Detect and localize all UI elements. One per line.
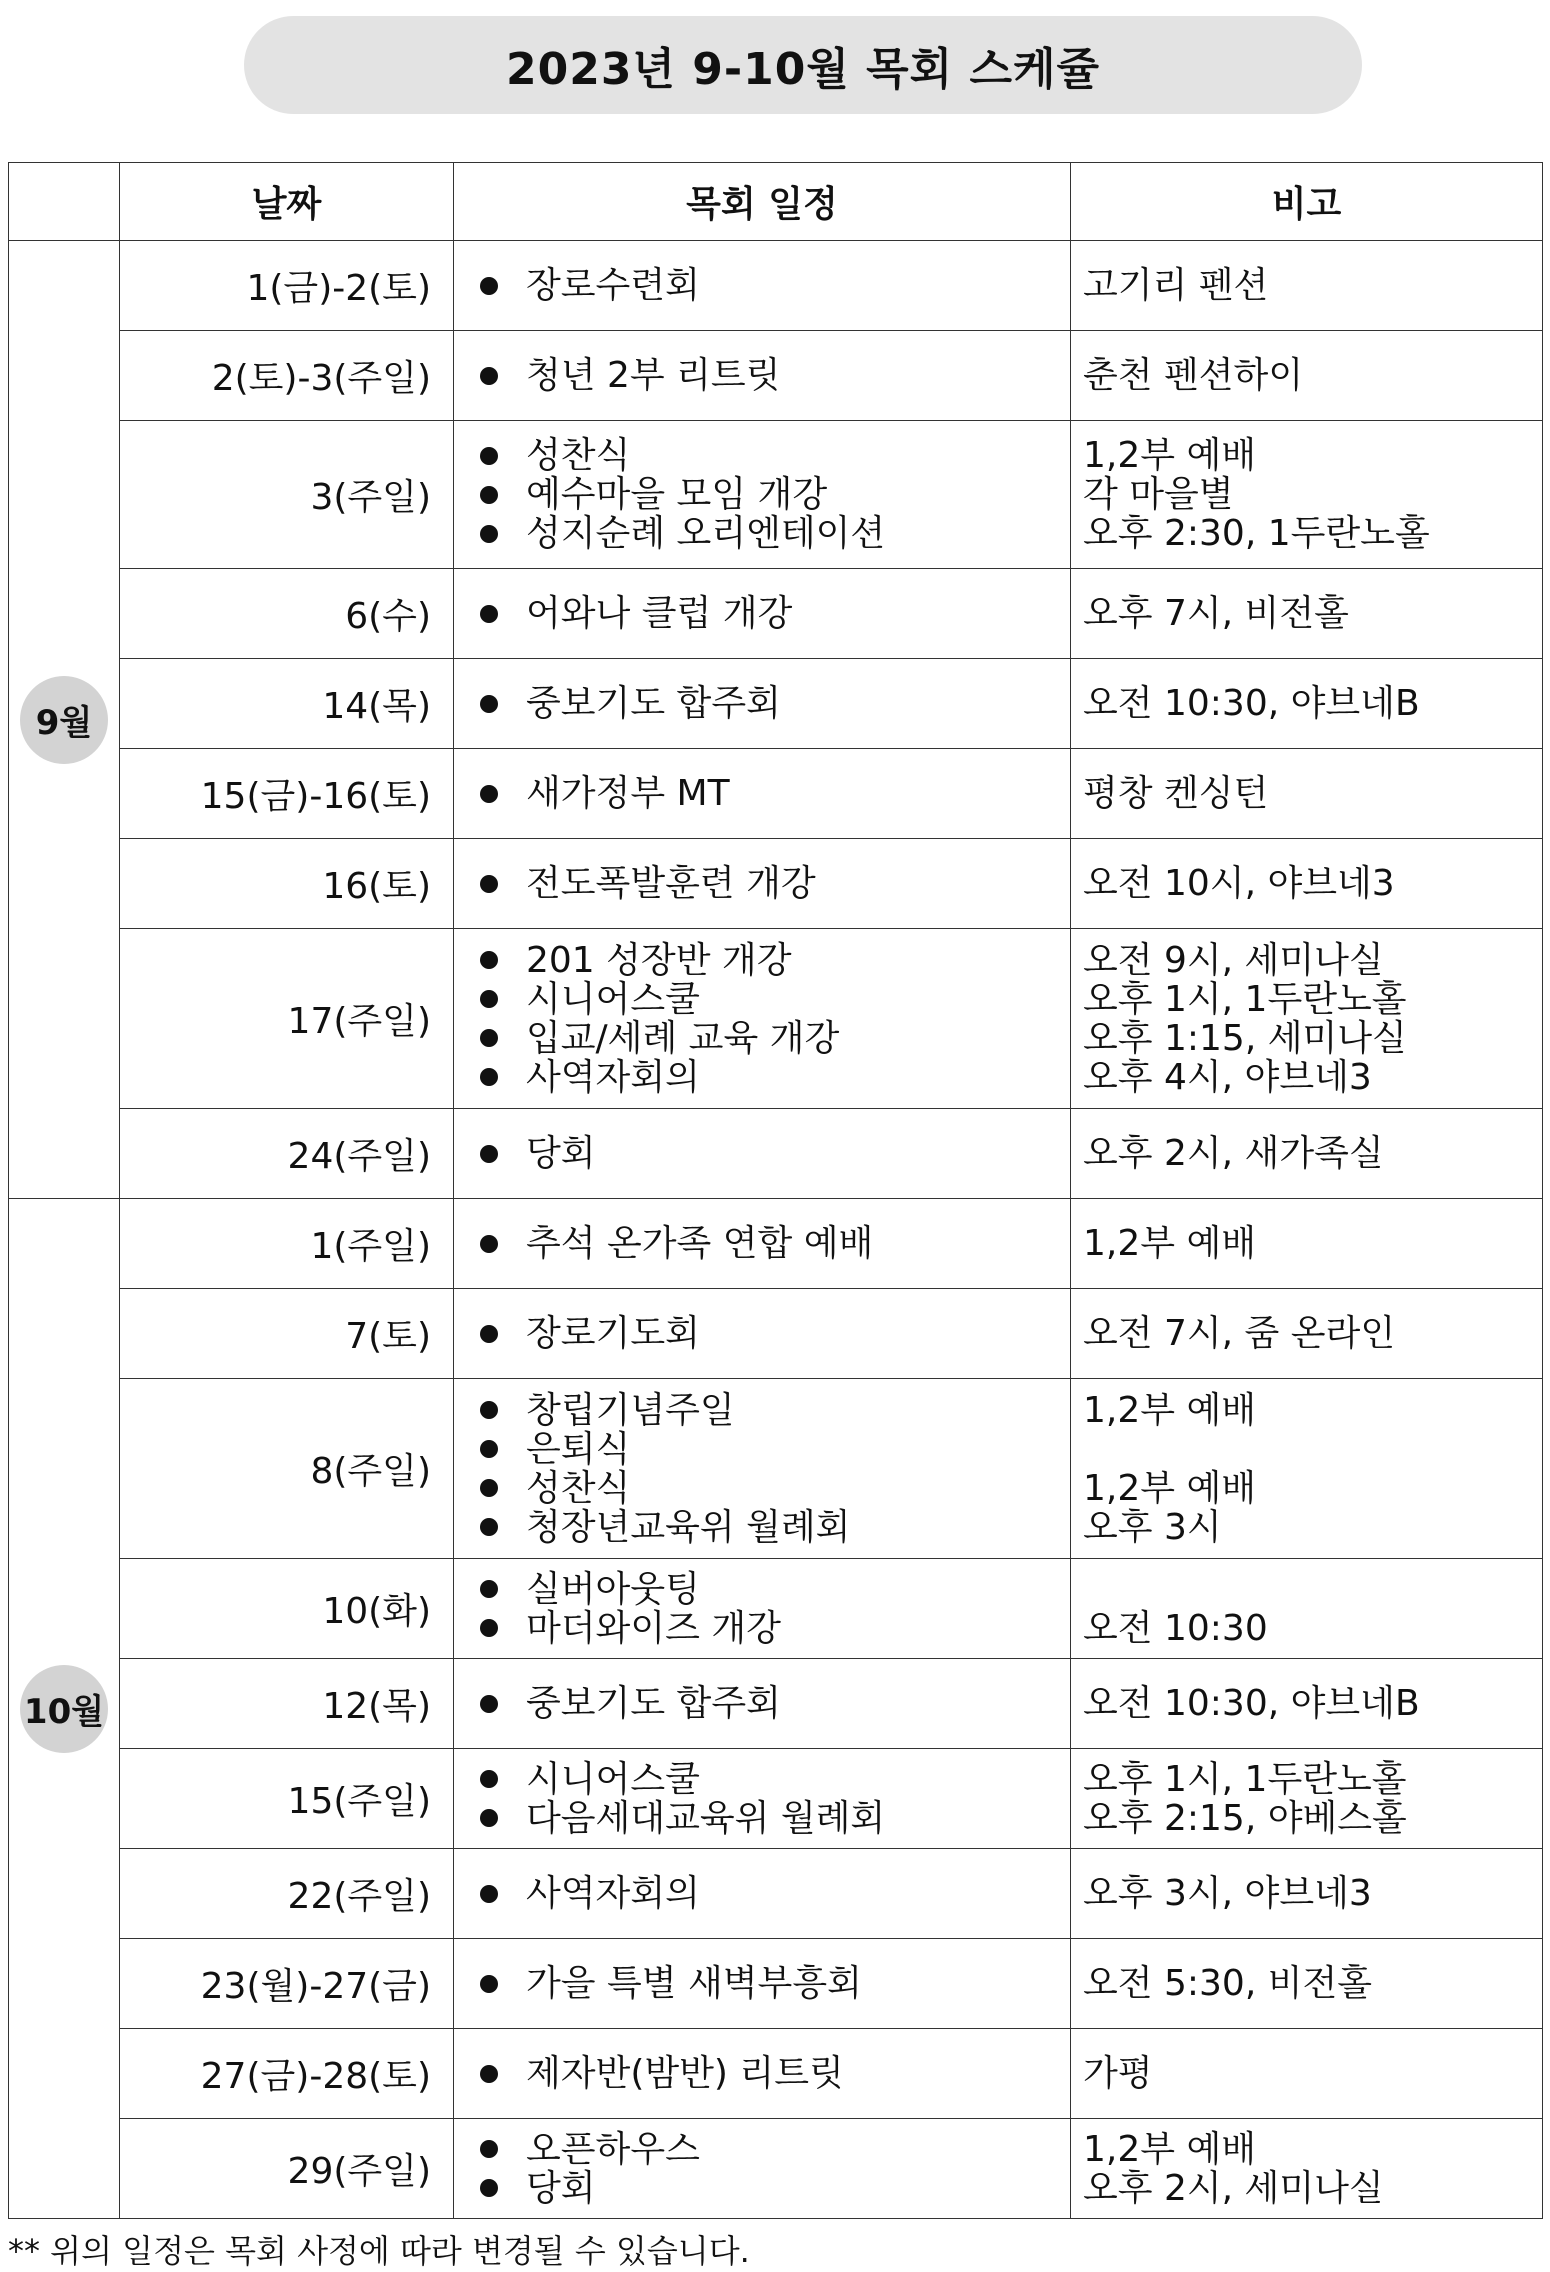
event-text: 오픈하우스 bbox=[526, 2128, 700, 2170]
table-row bbox=[9, 421, 1543, 569]
month-badge: 9월 bbox=[20, 676, 108, 764]
date-cell: 17(주일) bbox=[120, 929, 454, 1109]
table-row bbox=[9, 929, 1543, 1109]
event-item bbox=[480, 1874, 1070, 1913]
notes-cell bbox=[1071, 2119, 1543, 2219]
date-cell: 14(목) bbox=[120, 659, 454, 749]
note-line: 가평 bbox=[1083, 2053, 1153, 2094]
event-item bbox=[480, 1799, 1070, 1838]
notes-cell bbox=[1071, 421, 1543, 569]
event-item bbox=[480, 980, 1070, 1019]
note-line: 오후 2시, 세미나실 bbox=[1083, 2167, 1384, 2209]
bullet-icon bbox=[480, 1029, 498, 1047]
notes-cell bbox=[1071, 1749, 1543, 1849]
date-cell: 6(수) bbox=[120, 569, 454, 659]
notes-cell bbox=[1071, 839, 1543, 929]
events-cell bbox=[454, 659, 1071, 749]
events-cell bbox=[454, 1379, 1071, 1559]
notes-cell bbox=[1071, 659, 1543, 749]
bullet-icon bbox=[480, 1975, 498, 1993]
events-cell bbox=[454, 1849, 1071, 1939]
event-item bbox=[480, 436, 1070, 475]
date-cell: 29(주일) bbox=[120, 2119, 454, 2219]
bullet-icon bbox=[480, 1695, 498, 1713]
event-text: 성찬식 bbox=[526, 435, 631, 476]
bullet-icon bbox=[480, 1518, 498, 1536]
event-text: 성찬식 bbox=[526, 1467, 631, 1509]
event-text: 어와나 클럽 개강 bbox=[526, 593, 793, 634]
notes-cell bbox=[1071, 1199, 1543, 1289]
table-row bbox=[9, 1939, 1543, 2029]
bullet-icon bbox=[480, 447, 498, 465]
date-cell: 22(주일) bbox=[120, 1849, 454, 1939]
event-text: 마더와이즈 개강 bbox=[526, 1607, 781, 1649]
notes-cell bbox=[1071, 241, 1543, 331]
event-text: 예수마을 모임 개강 bbox=[526, 474, 828, 515]
bullet-icon bbox=[480, 1440, 498, 1458]
notes-cell bbox=[1071, 749, 1543, 839]
table-row bbox=[9, 569, 1543, 659]
table-row bbox=[9, 1109, 1543, 1199]
page-title: 2023년 9-10월 목회 스케쥴 bbox=[244, 16, 1362, 114]
date-cell: 10(화) bbox=[120, 1559, 454, 1659]
date-cell: 12(목) bbox=[120, 1659, 454, 1749]
note-line bbox=[1083, 1570, 1542, 1609]
date-cell: 3(주일) bbox=[120, 421, 454, 569]
bullet-icon bbox=[480, 486, 498, 504]
note-line: 1,2부 예배 bbox=[1083, 1389, 1257, 1431]
event-item bbox=[480, 1469, 1070, 1508]
date-cell: 1(주일) bbox=[120, 1199, 454, 1289]
events-cell bbox=[454, 241, 1071, 331]
bullet-icon bbox=[480, 1770, 498, 1788]
events-cell bbox=[454, 1289, 1071, 1379]
table-row bbox=[9, 839, 1543, 929]
event-text: 사역자회의 bbox=[526, 1873, 700, 1914]
event-item bbox=[480, 684, 1070, 723]
notes-cell bbox=[1071, 1559, 1543, 1659]
schedule-table bbox=[8, 162, 1543, 2219]
bullet-icon bbox=[480, 277, 498, 295]
bullet-icon bbox=[480, 1325, 498, 1343]
note-line: 오전 9시, 세미나실 bbox=[1083, 939, 1384, 981]
table-row bbox=[9, 1559, 1543, 1659]
notes-cell bbox=[1071, 1289, 1543, 1379]
note-line: 1,2부 예배 bbox=[1083, 435, 1257, 476]
table-row bbox=[9, 1849, 1543, 1939]
table-row bbox=[9, 1379, 1543, 1559]
event-item bbox=[480, 2169, 1070, 2208]
date-cell: 8(주일) bbox=[120, 1379, 454, 1559]
event-item bbox=[480, 774, 1070, 813]
note-line: 오후 7시, 비전홀 bbox=[1083, 593, 1349, 634]
bullet-icon bbox=[480, 2140, 498, 2158]
note-line: 1,2부 예배 bbox=[1083, 1223, 1257, 1264]
event-item bbox=[480, 266, 1070, 305]
bullet-icon bbox=[480, 1145, 498, 1163]
event-item bbox=[480, 1134, 1070, 1173]
events-cell bbox=[454, 929, 1071, 1109]
note-line: 춘천 펜션하이 bbox=[1083, 355, 1304, 396]
event-item bbox=[480, 2130, 1070, 2169]
event-text: 성지순례 오리엔테이션 bbox=[526, 513, 886, 554]
event-text: 시니어스쿨 bbox=[526, 978, 700, 1020]
event-text: 장로기도회 bbox=[526, 1313, 700, 1354]
events-cell bbox=[454, 1559, 1071, 1659]
events-cell bbox=[454, 1939, 1071, 2029]
event-item bbox=[480, 514, 1070, 553]
event-item bbox=[480, 475, 1070, 514]
table-row bbox=[9, 1289, 1543, 1379]
event-text: 제자반(밤반) 리트릿 bbox=[526, 2053, 844, 2094]
note-line: 고기리 펜션 bbox=[1083, 265, 1269, 306]
table-row bbox=[9, 2119, 1543, 2219]
event-text: 다음세대교육위 월례회 bbox=[526, 1797, 886, 1839]
note-line: 1,2부 예배 bbox=[1083, 1467, 1257, 1509]
note-line: 오전 7시, 줌 온라인 bbox=[1083, 1313, 1396, 1354]
note-line: 오후 3시 bbox=[1083, 1506, 1222, 1548]
event-item bbox=[480, 1684, 1070, 1723]
event-text: 중보기도 합주회 bbox=[526, 1683, 781, 1724]
event-text: 청년 2부 리트릿 bbox=[526, 355, 781, 396]
table-row bbox=[9, 659, 1543, 749]
bullet-icon bbox=[480, 2179, 498, 2197]
table-row bbox=[9, 331, 1543, 421]
event-item bbox=[480, 356, 1070, 395]
events-cell bbox=[454, 2029, 1071, 2119]
header-date: 날짜 bbox=[120, 163, 454, 241]
event-text: 청장년교육위 월례회 bbox=[526, 1506, 851, 1548]
event-text: 전도폭발훈련 개강 bbox=[526, 863, 816, 904]
bullet-icon bbox=[480, 1235, 498, 1253]
event-item bbox=[480, 1508, 1070, 1547]
event-item bbox=[480, 1570, 1070, 1609]
bullet-icon bbox=[480, 525, 498, 543]
notes-cell bbox=[1071, 1109, 1543, 1199]
event-text: 당회 bbox=[526, 2167, 596, 2209]
date-cell: 7(토) bbox=[120, 1289, 454, 1379]
bullet-icon bbox=[480, 1068, 498, 1086]
date-cell: 1(금)-2(토) bbox=[120, 241, 454, 331]
event-item bbox=[480, 1391, 1070, 1430]
table-row bbox=[9, 1659, 1543, 1749]
bullet-icon bbox=[480, 1479, 498, 1497]
bullet-icon bbox=[480, 1580, 498, 1598]
event-text: 당회 bbox=[526, 1133, 596, 1174]
note-line: 오전 10:30 bbox=[1083, 1607, 1268, 1649]
notes-cell bbox=[1071, 1849, 1543, 1939]
events-cell bbox=[454, 1749, 1071, 1849]
events-cell bbox=[454, 1659, 1071, 1749]
note-line: 오후 1시, 1두란노홀 bbox=[1083, 978, 1407, 1020]
event-text: 새가정부 MT bbox=[526, 773, 730, 814]
event-item bbox=[480, 1314, 1070, 1353]
events-cell bbox=[454, 839, 1071, 929]
bullet-icon bbox=[480, 695, 498, 713]
event-text: 입교/세례 교육 개강 bbox=[526, 1017, 840, 1059]
bullet-icon bbox=[480, 367, 498, 385]
notes-cell bbox=[1071, 929, 1543, 1109]
event-item bbox=[480, 1964, 1070, 2003]
event-text: 장로수련회 bbox=[526, 265, 700, 306]
header-notes: 비고 bbox=[1071, 163, 1543, 241]
bullet-icon bbox=[480, 1619, 498, 1637]
month-cell bbox=[9, 241, 120, 1199]
table-row bbox=[9, 1199, 1543, 1289]
events-cell bbox=[454, 1199, 1071, 1289]
note-line: 오후 2:15, 야베스홀 bbox=[1083, 1797, 1407, 1839]
footnote: ** 위의 일정은 목회 사정에 따라 변경될 수 있습니다. bbox=[8, 2232, 750, 2270]
date-cell: 23(월)-27(금) bbox=[120, 1939, 454, 2029]
event-text: 은퇴식 bbox=[526, 1428, 631, 1470]
events-cell bbox=[454, 1109, 1071, 1199]
event-item bbox=[480, 941, 1070, 980]
corner-cell bbox=[9, 163, 120, 241]
date-cell: 24(주일) bbox=[120, 1109, 454, 1199]
event-item bbox=[480, 1224, 1070, 1263]
date-cell: 15(주일) bbox=[120, 1749, 454, 1849]
note-line: 오후 2:30, 1두란노홀 bbox=[1083, 513, 1430, 554]
events-cell bbox=[454, 421, 1071, 569]
note-line: 오전 5:30, 비전홀 bbox=[1083, 1963, 1373, 2004]
date-cell: 16(토) bbox=[120, 839, 454, 929]
note-line: 오후 4시, 야브네3 bbox=[1083, 1056, 1372, 1098]
note-line: 1,2부 예배 bbox=[1083, 2128, 1257, 2170]
bullet-icon bbox=[480, 1401, 498, 1419]
notes-cell bbox=[1071, 569, 1543, 659]
event-item bbox=[480, 1058, 1070, 1097]
event-text: 추석 온가족 연합 예배 bbox=[526, 1223, 874, 1264]
table-row bbox=[9, 1749, 1543, 1849]
notes-cell bbox=[1071, 1659, 1543, 1749]
event-text: 가을 특별 새벽부흥회 bbox=[526, 1963, 862, 2004]
date-cell: 2(토)-3(주일) bbox=[120, 331, 454, 421]
note-line: 오후 3시, 야브네3 bbox=[1083, 1873, 1372, 1914]
table-row bbox=[9, 241, 1543, 331]
events-cell bbox=[454, 569, 1071, 659]
bullet-icon bbox=[480, 2065, 498, 2083]
events-cell bbox=[454, 331, 1071, 421]
event-item bbox=[480, 1019, 1070, 1058]
event-item bbox=[480, 2054, 1070, 2093]
event-item bbox=[480, 864, 1070, 903]
bullet-icon bbox=[480, 785, 498, 803]
note-line: 오후 1시, 1두란노홀 bbox=[1083, 1758, 1407, 1800]
note-line: 오후 2시, 새가족실 bbox=[1083, 1133, 1384, 1174]
table-row bbox=[9, 749, 1543, 839]
note-line: 오전 10시, 야브네3 bbox=[1083, 863, 1395, 904]
header-row bbox=[9, 163, 1543, 241]
notes-cell bbox=[1071, 2029, 1543, 2119]
note-line: 각 마을별 bbox=[1083, 474, 1234, 515]
event-text: 201 성장반 개강 bbox=[526, 939, 792, 981]
month-cell bbox=[9, 1199, 120, 2219]
event-item bbox=[480, 594, 1070, 633]
event-text: 창립기념주일 bbox=[526, 1389, 735, 1431]
bullet-icon bbox=[480, 875, 498, 893]
header-schedule: 목회 일정 bbox=[454, 163, 1071, 241]
note-line: 오전 10:30, 야브네B bbox=[1083, 1683, 1420, 1724]
events-cell bbox=[454, 749, 1071, 839]
date-cell: 15(금)-16(토) bbox=[120, 749, 454, 839]
bullet-icon bbox=[480, 1809, 498, 1827]
event-item bbox=[480, 1760, 1070, 1799]
table-row bbox=[9, 2029, 1543, 2119]
note-line bbox=[1083, 1430, 1542, 1469]
bullet-icon bbox=[480, 990, 498, 1008]
event-text: 시니어스쿨 bbox=[526, 1758, 700, 1800]
event-text: 중보기도 합주회 bbox=[526, 683, 781, 724]
notes-cell bbox=[1071, 1939, 1543, 2029]
event-text: 실버아웃팅 bbox=[526, 1568, 700, 1610]
note-line: 오후 1:15, 세미나실 bbox=[1083, 1017, 1407, 1059]
date-cell: 27(금)-28(토) bbox=[120, 2029, 454, 2119]
events-cell bbox=[454, 2119, 1071, 2219]
bullet-icon bbox=[480, 1885, 498, 1903]
bullet-icon bbox=[480, 951, 498, 969]
note-line: 평창 켄싱턴 bbox=[1083, 773, 1269, 814]
event-text: 사역자회의 bbox=[526, 1056, 700, 1098]
notes-cell bbox=[1071, 1379, 1543, 1559]
event-item bbox=[480, 1609, 1070, 1648]
note-line: 오전 10:30, 야브네B bbox=[1083, 683, 1420, 724]
bullet-icon bbox=[480, 605, 498, 623]
month-badge: 10월 bbox=[20, 1665, 108, 1753]
notes-cell bbox=[1071, 331, 1543, 421]
event-item bbox=[480, 1430, 1070, 1469]
